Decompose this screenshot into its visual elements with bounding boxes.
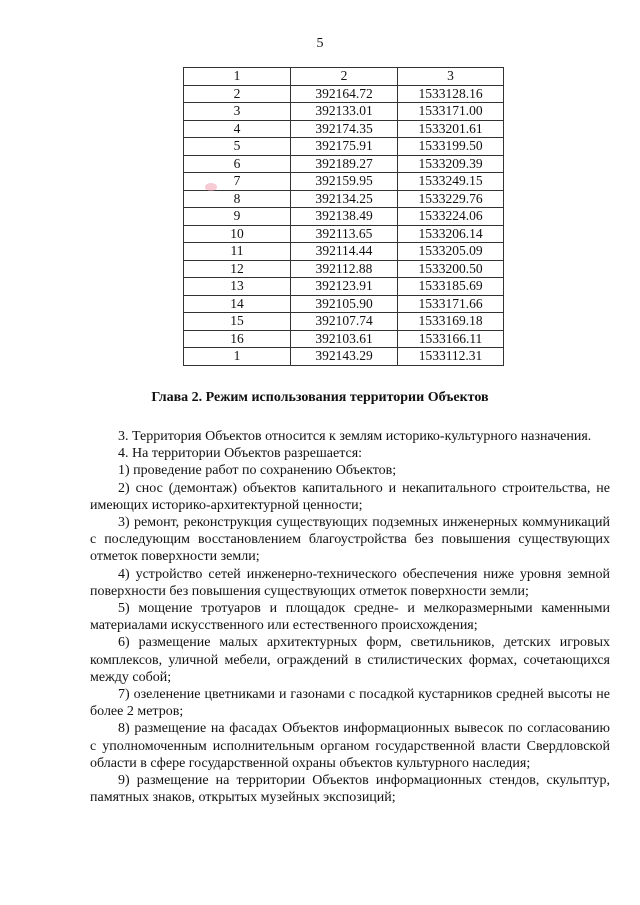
table-cell: 10: [184, 225, 291, 243]
paragraph: 1) проведение работ по сохранению Объектов;: [118, 463, 397, 479]
table-row: [184, 225, 504, 243]
table-row: [184, 208, 504, 226]
table-cell: 1533201.61: [398, 120, 504, 138]
paragraph: 2) снос (демонтаж) объектов капитального и некапитального строительства, не имеющих историко-архитектурной ценности;: [90, 480, 610, 513]
table-cell: 9: [184, 208, 291, 226]
paragraph: 3) ремонт, реконструкция существующих подземных инженерных коммуникаций с последующим восстановлением благоустройства без повышения существующих отметок поверхности земли;: [90, 515, 610, 565]
page-number: 5: [316, 36, 324, 51]
table-row: [184, 313, 504, 331]
table-cell: 392174.35: [291, 120, 398, 138]
table-cell: 6: [184, 155, 291, 173]
paragraph: 4. На территории Объектов разрешается:: [118, 446, 363, 462]
table-cell: 1533224.06: [398, 208, 504, 226]
table-cell: 5: [184, 138, 291, 156]
column-header: 3: [398, 68, 504, 86]
paragraph: 6) размещение малых архитектурных форм, светильников, детских игровых комплексов, уличной мебели, ограждений в стилистических формах, сочетающихся между собой;: [90, 635, 610, 685]
table-cell: 1533229.76: [398, 190, 504, 208]
table-cell: 392107.74: [291, 313, 398, 331]
table-cell: 1533169.18: [398, 313, 504, 331]
table-cell: 392175.91: [291, 138, 398, 156]
table-cell: 11: [184, 243, 291, 261]
table-cell: 1533128.16: [398, 85, 504, 103]
table-cell: 392123.91: [291, 278, 398, 296]
table-cell: 392114.44: [291, 243, 398, 261]
table-cell: 2: [184, 85, 291, 103]
column-header: 1: [184, 68, 291, 86]
paragraph: 5) мощение тротуаров и площадок средне- и мелкоразмерными каменными материалами искусственного или естественного происхождения;: [90, 601, 610, 634]
table-cell: 1533205.09: [398, 243, 504, 261]
paragraph: 9) размещение на территории Объектов информационных стендов, скульптур, памятных знаков, открытых музейных экспозиций;: [90, 773, 610, 806]
paragraph: 7) озеленение цветниками и газонами с посадкой кустарников средней высоты не более 2 метров;: [90, 687, 610, 720]
table-cell: 1533206.14: [398, 225, 504, 243]
table-row: [184, 138, 504, 156]
ink-stain: [205, 183, 217, 191]
table-row: [184, 330, 504, 348]
table-cell: 12: [184, 260, 291, 278]
table-row: [184, 295, 504, 313]
body-text: [90, 428, 610, 806]
table-row: [184, 190, 504, 208]
table-row: [184, 173, 504, 191]
table-cell: 1533112.31: [398, 348, 504, 366]
table-cell: 392164.72: [291, 85, 398, 103]
table-cell: 4: [184, 120, 291, 138]
table-row: [184, 85, 504, 103]
table-cell: 1533200.50: [398, 260, 504, 278]
table-cell: 392143.29: [291, 348, 398, 366]
table-cell: 392105.90: [291, 295, 398, 313]
paragraph: 3. Территория Объектов относится к землям историко-культурного назначения.: [118, 429, 592, 444]
coordinates-table: [183, 67, 504, 366]
column-header: 2: [291, 68, 398, 86]
table-cell: 1533209.39: [398, 155, 504, 173]
paragraph: 4) устройство сетей инженерно-технического обеспечения ниже уровня земной поверхности без повышения существующих отметок поверхности земли;: [90, 566, 610, 599]
table-cell: 8: [184, 190, 291, 208]
table-cell: 1533171.00: [398, 103, 504, 121]
table-row: [184, 120, 504, 138]
table-cell: 1533199.50: [398, 138, 504, 156]
chapter-title: Глава 2. Режим использования территории Объектов: [151, 390, 489, 405]
table-cell: 1: [184, 348, 291, 366]
table-cell: 3: [184, 103, 291, 121]
table-cell: 7: [184, 173, 291, 191]
paragraph: 8) размещение на фасадах Объектов информационных вывесок по согласованию с уполномоченным исполнительным органом государственной власти Свердловской области в сфере государственной охраны объектов культурного наследия;: [90, 721, 610, 771]
table-cell: 16: [184, 330, 291, 348]
table-row: [184, 243, 504, 261]
table-row: [184, 155, 504, 173]
table-row: [184, 260, 504, 278]
table-cell: 1533185.69: [398, 278, 504, 296]
table-header-row: [184, 68, 504, 86]
table-cell: 392159.95: [291, 173, 398, 191]
table-cell: 392103.61: [291, 330, 398, 348]
table-cell: 1533249.15: [398, 173, 504, 191]
table-row: [184, 348, 504, 366]
table-cell: 392189.27: [291, 155, 398, 173]
table-cell: 392112.88: [291, 260, 398, 278]
table-cell: 392138.49: [291, 208, 398, 226]
table-cell: 392113.65: [291, 225, 398, 243]
table-cell: 392133.01: [291, 103, 398, 121]
table-cell: 14: [184, 295, 291, 313]
table-cell: 15: [184, 313, 291, 331]
table-cell: 13: [184, 278, 291, 296]
table-row: [184, 278, 504, 296]
table-cell: 1533166.11: [398, 330, 504, 348]
table-row: [184, 103, 504, 121]
table-cell: 1533171.66: [398, 295, 504, 313]
table-cell: 392134.25: [291, 190, 398, 208]
